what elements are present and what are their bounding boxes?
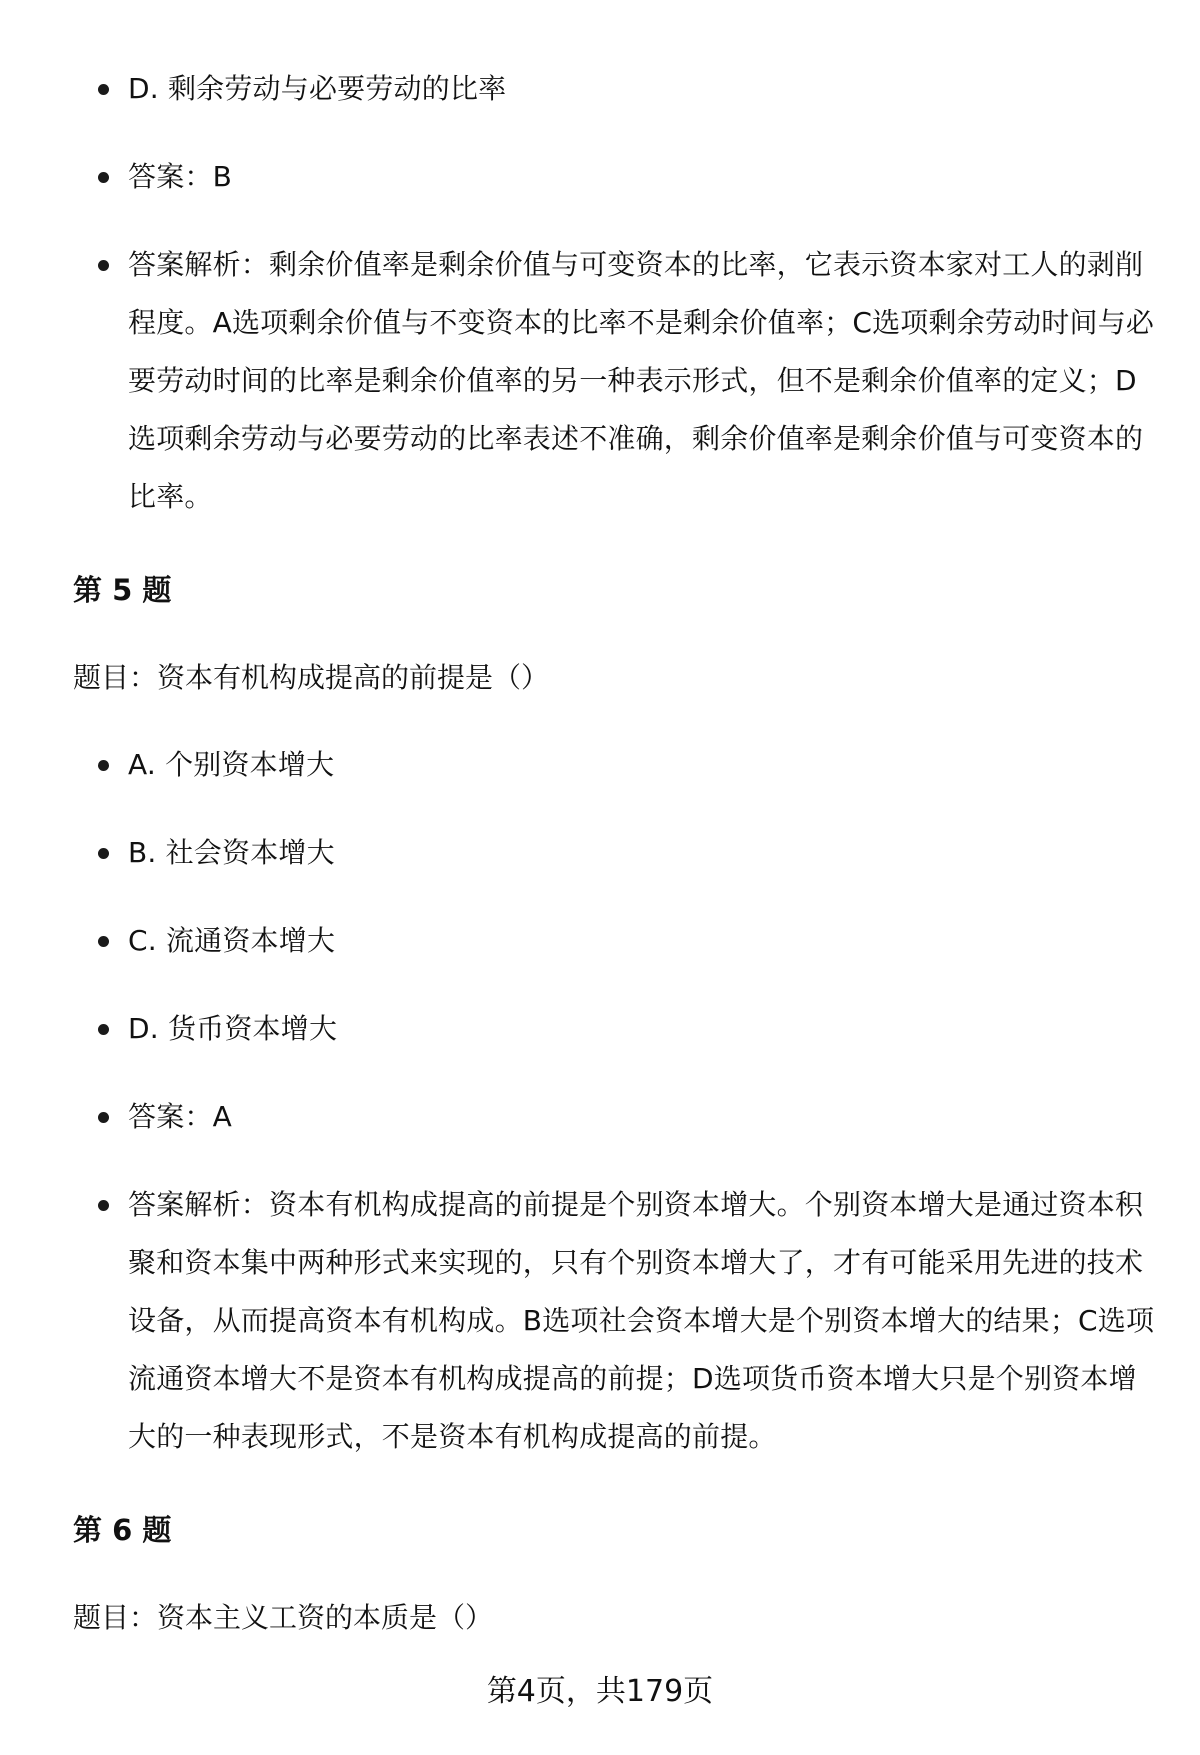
bullet-icon [98, 172, 109, 183]
page-indicator: 第4页，共179页 [486, 1674, 714, 1709]
q5-option-a: A. 个别资本增大 [128, 748, 335, 781]
q4-option-d: D. 剩余劳动与必要劳动的比率 [128, 72, 507, 105]
bullet-icon [98, 760, 109, 771]
q5-answer: 答案：A [128, 1100, 232, 1133]
bullet-icon [98, 1024, 109, 1035]
q5-option-d: D. 货币资本增大 [128, 1012, 338, 1045]
q4-answer: 答案：B [128, 160, 233, 193]
bullet-icon [98, 1112, 109, 1123]
q5-explanation: 答案解析：资本有机构成提高的前提是个别资本增大。个别资本增大是通过资本积聚和资本集中两种形式来实现的，只有个别资本增大了，才有可能采用先进的技术设备，从而提高资本有机构成。B选项社会资本增大是个别资本增大的结果；C选项流通资本增大不是资本有机构成提高的前提；D选项货币资本增大只是个别资本增大的一种表现形式，不是资本有机构成提高的前提。 [128, 1188, 1155, 1453]
bullet-icon [98, 260, 109, 271]
bullet-icon [98, 1200, 109, 1211]
bullet-icon [98, 848, 109, 859]
bullet-icon [98, 936, 109, 947]
q4-explanation: 答案解析：剩余价值率是剩余价值与可变资本的比率，它表示资本家对工人的剥削程度。A选项剩余价值与不变资本的比率不是剩余价值率；C选项剩余劳动时间与必要劳动时间的比率是剩余价值率的另一种表示形式，但不是剩余价值率的定义；D选项剩余劳动与必要劳动的比率表述不准确，剩余价值率是剩余价值与可变资本的比率。 [128, 248, 1155, 513]
bullet-icon [98, 84, 109, 95]
q5-option-b: B. 社会资本增大 [128, 836, 335, 869]
q6-question: 题目：资本主义工资的本质是（） [73, 1601, 494, 1634]
q5-option-c: C. 流通资本增大 [128, 924, 336, 957]
q5-question: 题目：资本有机构成提高的前提是（） [73, 661, 550, 694]
q5-heading: 第 5 题 [73, 573, 172, 607]
q6-heading: 第 6 题 [73, 1513, 172, 1547]
